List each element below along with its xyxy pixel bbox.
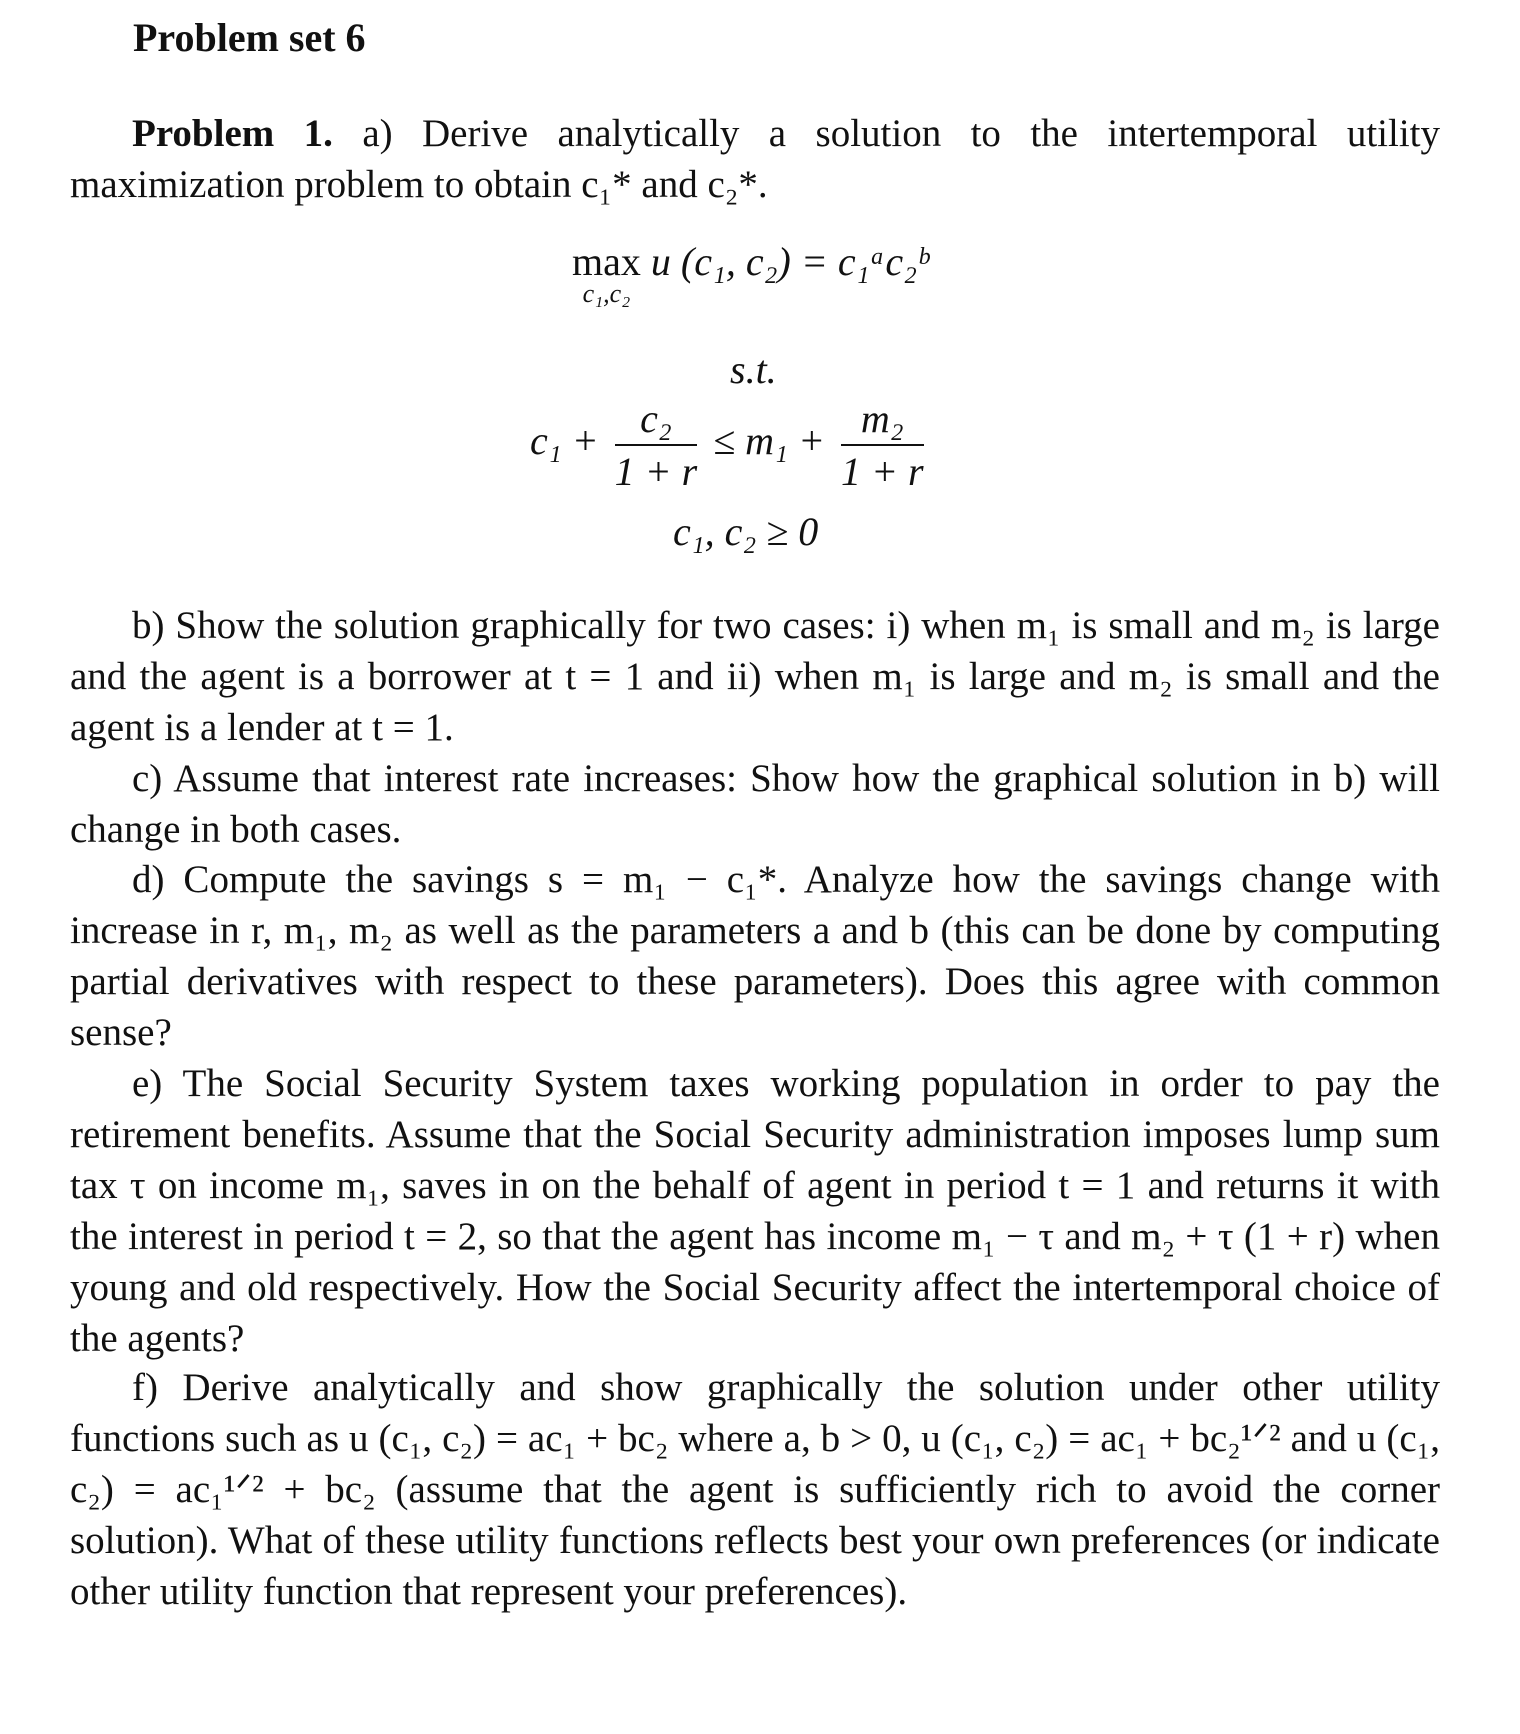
objective-function [572, 238, 928, 309]
page-title: Problem set 6 [133, 15, 366, 60]
subject-to-label: s.t. [730, 347, 777, 392]
constraint-rhs-numerator: m₂ [841, 395, 924, 446]
nonnegativity-constraint: c₁, c₂ ≥ 0 [673, 509, 819, 554]
objective-expression: u (c₁, c₂) = c₁ᵃc₂ᵇ [650, 239, 928, 284]
part-d: d) Compute the savings s = m₁ − c₁*. Analyze how the savings change with increase in r, m₁, m₂ as well as the parameters a and b (this can be done by computing partial derivatives with respect to these parameters). Does this agree with common sense? [70, 858, 1440, 1054]
part-e: e) The Social Security System taxes working population in order to pay the retirement benefits. Assume that the Social Security administration imposes lump sum tax τ on income m₁, saves in on the behalf of agent in period t = 1 and returns it with the interest in period t = 2, so that the agent has income m₁ − τ and m₂ + τ (1 + r) when young and old respectively. How the Social Security affect the intertemporal choice of the agents? [70, 1062, 1440, 1360]
constraint-lhs-denominator: 1 + r [614, 449, 698, 494]
part-c: c) Assume that interest rate increases: Show how the graphical solution in b) will change in both cases. [70, 757, 1440, 851]
max-subscript: c₁,c₂ [582, 279, 631, 308]
constraint-lhs-fraction [615, 395, 698, 495]
part-f: f) Derive analytically and show graphically the solution under other utility functions such as u (c₁, c₂) = ac₁ + bc₂ where a, b > 0, u (c₁, c₂) = ac₁ + bc₂¹ᐟ² and u (c₁, c₂) = ac₁¹ᐟ² + bc₂ (assume that the agent is sufficiently rich to avoid the corner solution). What of these utility functions reflects best your own preferences (or indicate other utility function that represent your preferences). [70, 1366, 1440, 1613]
problem-label: Problem 1. [132, 112, 333, 155]
max-operator: max c₁,c₂ [572, 239, 641, 308]
part-b: b) Show the solution graphically for two cases: i) when m₁ is small and m₂ is large and the agent is a borrower at t = 1 and ii) when m₁ is large and m₂ is small and the agent is a lender at t = 1. [70, 604, 1440, 749]
budget-constraint [530, 395, 930, 495]
constraint-rhs-denominator: 1 + r [840, 449, 924, 494]
problem-1-intro [70, 108, 1440, 210]
constraint-lhs-term: c₁ + [530, 418, 599, 464]
constraint-rhs-fraction [841, 395, 924, 495]
part-a-text: a) Derive analytically a solution to the intertemporal utility maximization problem to obtain c₁* and c₂*. [70, 112, 1441, 206]
constraint-lhs-numerator: c₂ [615, 395, 698, 446]
constraint-middle: ≤ m₁ + [713, 418, 825, 464]
